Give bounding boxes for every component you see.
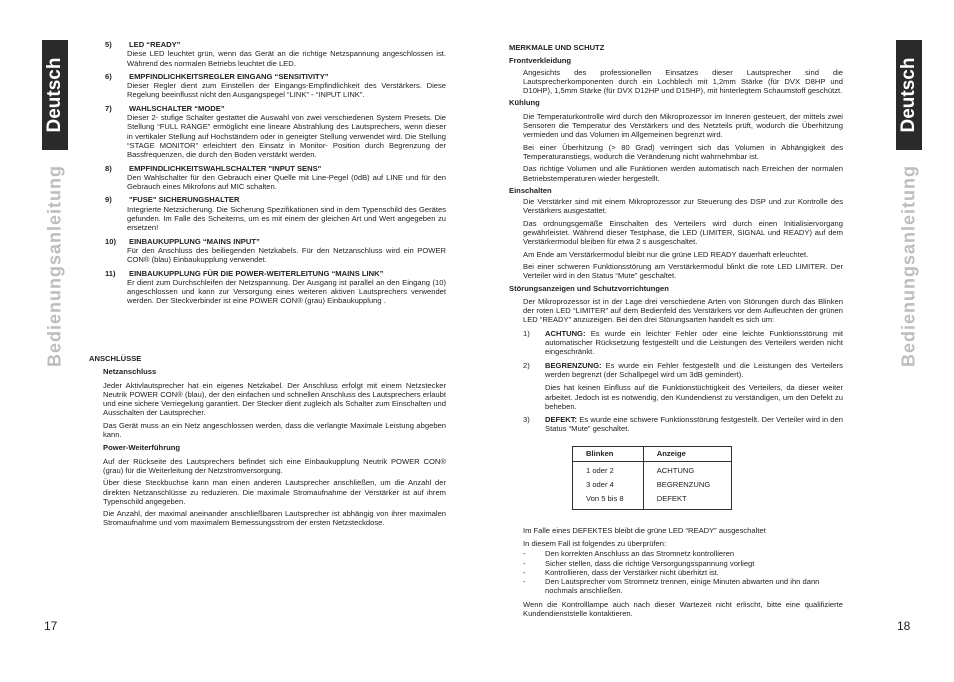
left-column-bottom bbox=[89, 348, 446, 531]
paragraph: Jeder Aktivlautsprecher hat ein eigenes Netzkabel. Der Anschluss erfolgt mit einem Netzstecker Neutrik POWER CON® (blau), der den einfachen und schnellen Anschluss des Lautsprechers erlaubt und eine sichere Verriegelung garantiert. Der Stecker dient zugleich als Schalter zum Einschalten und Ausschalten der Lautsprecher. bbox=[103, 380, 446, 418]
section-title: ANSCHLÜSSE bbox=[89, 354, 142, 363]
section-title: MERKMALE UND SCHUTZ bbox=[509, 43, 605, 52]
subsection-title: Frontverkleidung bbox=[509, 56, 572, 66]
paragraph: Dies hat keinen Einfluss auf die Funktionstüchtigkeit des Verteilers, da dieser weiter arbeitet. Jedoch ist es notwendig, den Kundendienst zu verständigen, um den Defekt zu beheben. bbox=[545, 383, 843, 411]
paragraph: Bei einer Überhitzung (> 80 Grad) verringert sich das Volumen in Abhängigkeit des Temperaturanstiegs, wodurch die Veränderung nicht wahrnehmbar ist. bbox=[523, 142, 843, 161]
language-tab bbox=[896, 40, 922, 150]
subsection-title: Kühlung bbox=[509, 98, 540, 108]
item-text: Den Wahlschalter für den Gebrauch einer Quelle mit Line-Pegel (0dB) auf LINE und für den Gebrauch eines Mikrofons auf MIC schalten. bbox=[127, 172, 446, 192]
table-header: Blinken bbox=[573, 446, 644, 461]
subsection-title: Einschalten bbox=[509, 185, 552, 195]
list-item: - Kontrollieren, dass der Verstärker nicht überhitzt ist. bbox=[523, 567, 719, 577]
paragraph: Die Temperaturkontrolle wird durch den Mikroprozessor im Inneren gesteuert, der mittels zwei Sensoren die Temperatur des Verstärkers und des Netzteils prüft, wodurch die Überhitzung vermieden und das Volumen im Allgemeinen begrenzt wird. bbox=[523, 111, 843, 140]
list-item bbox=[105, 72, 446, 100]
check-text: Sicher stellen, dass die richtige Versorgungsspannung vorliegt bbox=[545, 558, 755, 568]
item-text: Dieser 2- stufige Schalter gestattet die Auswahl von zwei verschiedenen System Presets. Die Stellung “FULL RANGE” ermöglicht eine lineare Abstrahlung des Lautsprechers, wenn dieser in vertikaler Stellung auf Hochständern oder in geneigter Stellung verwendet wird. Die Stellung “STAGE MONITOR” erleichtert den Einsatz in Monitor- Position durch Begrenzung der Bassfrequenzen, die durch den Boden verstärkt werden. bbox=[127, 113, 446, 160]
table-cell: 1 oder 2 bbox=[573, 461, 644, 478]
paragraph: Das ordnungsgemäße Einschalten des Verteilers wird durch einen Initialisiervorgang gewährleistet. Während dieser Testphase, die LED (LIMITER, SIGNAL und READY) auf dem Verstärkermodul bleiben für etwa 2 s ausgeschaltet. bbox=[523, 218, 843, 247]
table-cell: Von 5 bis 8 bbox=[573, 492, 644, 510]
fault-text: Es wurde ein Fehler festgestellt und die Leistungen des Verteilers werden begrenzt (der Schallpegel wird um 3dB gemindert). bbox=[545, 360, 843, 379]
paragraph: Der Mikroprozessor ist in der Lage drei verschiedene Arten von Störungen durch das Blinken der roten LED “LIMITER” auf dem Bedienfeld des Verstärkers vor dem Aufleuchten der grünen LED “READY” anzuzeigen. Bei den drei Störungsarten handelt es sich um: bbox=[523, 296, 843, 325]
table-row bbox=[573, 478, 732, 492]
item-number: 8) bbox=[105, 163, 112, 173]
list-item bbox=[105, 164, 446, 192]
language-tab bbox=[42, 40, 68, 150]
fault-item bbox=[523, 329, 843, 357]
fault-number: 1) bbox=[523, 328, 530, 338]
item-title: WAHLSCHALTER “MODE” bbox=[129, 103, 225, 113]
right-page bbox=[477, 0, 954, 682]
fault-number: 2) bbox=[523, 360, 530, 370]
paragraph: In diesem Fall ist folgendes zu überprüfen: bbox=[523, 538, 667, 548]
paragraph: Auf der Rückseite des Lautsprechers befindet sich eine Einbaukupplung Neutrik POWER CON® (grau) für die Weiterleitung der Netzstromversorgung. bbox=[103, 456, 446, 475]
paragraph: Das richtige Volumen und alle Funktionen werden automatisch nach Erreichen der normalen Betriebstemperaturen wieder hergestellt. bbox=[523, 164, 843, 183]
item-number: 7) bbox=[105, 103, 112, 113]
table-cell: ACHTUNG bbox=[643, 461, 731, 478]
check-text: Den Lautsprecher vom Stromnetz trennen, einige Minuten abwarten und ihn dann nochmals anschließen. bbox=[545, 577, 820, 596]
paragraph: Wenn die Kontrolllampe auch nach dieser Wartezeit nicht erlischt, bitte eine qualifizierte Kundendienststelle kontaktieren. bbox=[523, 599, 843, 619]
table-cell: DEFEKT bbox=[643, 492, 731, 510]
paragraph: Die Verstärker sind mit einem Mikroprozessor zur Steuerung des DSP und zur Kontrolle des Verstärkers ausgestattet. bbox=[523, 197, 843, 216]
table-row bbox=[573, 492, 732, 510]
fault-number: 3) bbox=[523, 415, 530, 425]
paragraph: Am Ende am Verstärkermodul bleibt nur die grüne LED READY dauerhaft erleuchtet. bbox=[523, 249, 809, 259]
left-column bbox=[105, 40, 446, 310]
fault-item bbox=[523, 415, 843, 434]
item-text: Integrierte Netzsicherung. Die Sicherung Spezifikationen sind in dem Typenschild des Gerätes gefunden. Im Falle des Scheiterns, um es mit einem der gleichen Art und Wert angegeben zu ersetzen! bbox=[127, 204, 446, 233]
fault-text: Es wurde eine schwere Funktionsstörung festgestellt. Der Verteiler wird in den Status “Mute” geschaltet. bbox=[545, 415, 843, 434]
item-text: Für den Anschluss des beiliegenden Netzkabels. Für den Netzanschluss wird ein POWER CON® (blau) Einbaukupplung verwendet. bbox=[127, 245, 446, 265]
item-text: Dieser Regler dient zum Einstellen der Eingangs-Empfindlichkeit des Verstärkers. Diese Regelung beeinflusst nicht den Ausgangspegel “LINK” - “INPUT LINK”. bbox=[127, 81, 446, 100]
list-item: - Den Lautsprecher vom Stromnetz trennen, einige Minuten abwarten und ihn dann nochmals anschließen. bbox=[523, 577, 843, 596]
item-title: LED “READY” bbox=[129, 40, 181, 49]
item-title: "FUSE" SICHERUNGSHALTER bbox=[129, 195, 240, 205]
manual-tab-label: Bedienungsanleitung bbox=[898, 164, 919, 367]
list-item bbox=[105, 237, 446, 265]
list-item bbox=[105, 104, 446, 160]
table-cell: 3 oder 4 bbox=[573, 478, 644, 492]
check-text: Kontrollieren, dass der Verstärker nicht überhitzt ist. bbox=[545, 567, 719, 577]
item-number: 9) bbox=[105, 195, 112, 205]
item-title: EMPFINDLICHKEITSWAHLSCHALTER "INPUT SENS" bbox=[129, 163, 322, 173]
subsection-title: Netzanschluss bbox=[103, 367, 157, 377]
table-row bbox=[573, 461, 732, 478]
page-number: 18 bbox=[897, 619, 911, 633]
manual-tab-label: Bedienungsanleitung bbox=[44, 164, 65, 367]
list-item bbox=[105, 269, 446, 306]
language-tab-label: Deutsch bbox=[44, 57, 65, 133]
page-number: 17 bbox=[44, 619, 58, 633]
right-column bbox=[509, 40, 843, 621]
blink-table bbox=[572, 446, 732, 510]
list-item bbox=[105, 195, 446, 232]
item-text: Diese LED leuchtet grün, wenn das Gerät an die richtige Netzspannung angeschlossen ist. Während des normalen Betriebs leuchtet die LED. bbox=[127, 49, 446, 68]
fault-item bbox=[523, 361, 843, 380]
paragraph: Angesichts des professionellen Einsatzes dieser Lautsprecher sind die Lautsprecherkomponenten durch ein Lochblech mit 1,2mm Stärke (für DVX D8HP und D10HP), 1,5mm Stärke (für DVX D12HP und D15HP), mit hinterlegtem Schaumstoff geschützt. bbox=[523, 67, 843, 96]
fault-label: BEGRENZUNG: bbox=[545, 360, 602, 370]
subsection-title: Störungsanzeigen und Schutzvorrichtungen bbox=[509, 283, 669, 293]
subsection-title: Power-Weiterführung bbox=[103, 443, 181, 453]
fault-text: Es wurde ein leichter Fehler oder eine leichte Funktionsstörung mit automatischer Rücksetzung festgestellt und die Leistungen des Verteilers werden nicht eingeschränkt. bbox=[545, 328, 843, 357]
check-text: Den korrekten Anschluss an das Stromnetz kontrollieren bbox=[545, 549, 735, 559]
list-item: - Den korrekten Anschluss an das Stromnetz kontrollieren bbox=[523, 549, 735, 559]
item-number: 10) bbox=[105, 236, 116, 246]
item-text: Er dient zum Durchschleifen der Netzspannung. Der Ausgang ist parallel an den Eingang (10) angeschlossen und kann zur Versorgung eines weiteren aktiven Lautsprechers verwendet werden. Der Steckverbinder ist eine POWER CON® (grau) Einbaukupplung . bbox=[127, 277, 446, 306]
item-number: 5) bbox=[105, 40, 112, 49]
fault-label: DEFEKT: bbox=[545, 415, 578, 425]
list-item: - Sicher stellen, dass die richtige Versorgungsspannung vorliegt bbox=[523, 558, 755, 568]
item-title: EINBAUKUPPLUNG FÜR DIE POWER-WEITERLEITUNG “MAINS LINK” bbox=[129, 268, 384, 278]
manual-tab bbox=[896, 158, 922, 373]
paragraph: Über diese Steckbuchse kann man einen anderen Lautsprecher anschließen, um die Anzahl der direkten Netzanschlüsse zu reduzieren. Die maximale Stromaufnahme der Verstärker ist auf ihrem Typenschild angegeben. bbox=[103, 478, 446, 506]
paragraph: Bei einer schweren Funktionsstörung am Verstärkermodul blinkt die rote LED LIMITER. Der Verteiler wird in den Status “Mute” geschaltet. bbox=[523, 261, 843, 281]
table-cell: BEGRENZUNG bbox=[643, 478, 731, 492]
table-header: Anzeige bbox=[643, 446, 731, 461]
manual-tab bbox=[42, 158, 68, 373]
list-item bbox=[105, 40, 446, 68]
item-title: EMPFINDLICHKEITSREGLER EINGANG “SENSITIVITY” bbox=[129, 71, 329, 81]
fault-label: ACHTUNG: bbox=[545, 328, 586, 338]
language-tab-label: Deutsch bbox=[898, 57, 919, 133]
paragraph: Im Falle eines DEFEKTES bleibt die grüne LED “READY” ausgeschaltet bbox=[523, 525, 766, 535]
item-number: 11) bbox=[105, 268, 116, 278]
item-number: 6) bbox=[105, 71, 112, 81]
paragraph: Das Gerät muss an ein Netz angeschlossen werden, dass die verlangte Maximale Leistung abgeben kann. bbox=[103, 420, 446, 440]
paragraph: Die Anzahl, der maximal aneinander anschließbaren Lautsprecher ist abhängig von ihrer maximalen Stromaufnahme und vom maximalem Bemessungsstrom der ersten Netzsteckdose. bbox=[103, 509, 446, 528]
item-title: EINBAUKUPPLUNG “MAINS INPUT” bbox=[129, 236, 260, 246]
